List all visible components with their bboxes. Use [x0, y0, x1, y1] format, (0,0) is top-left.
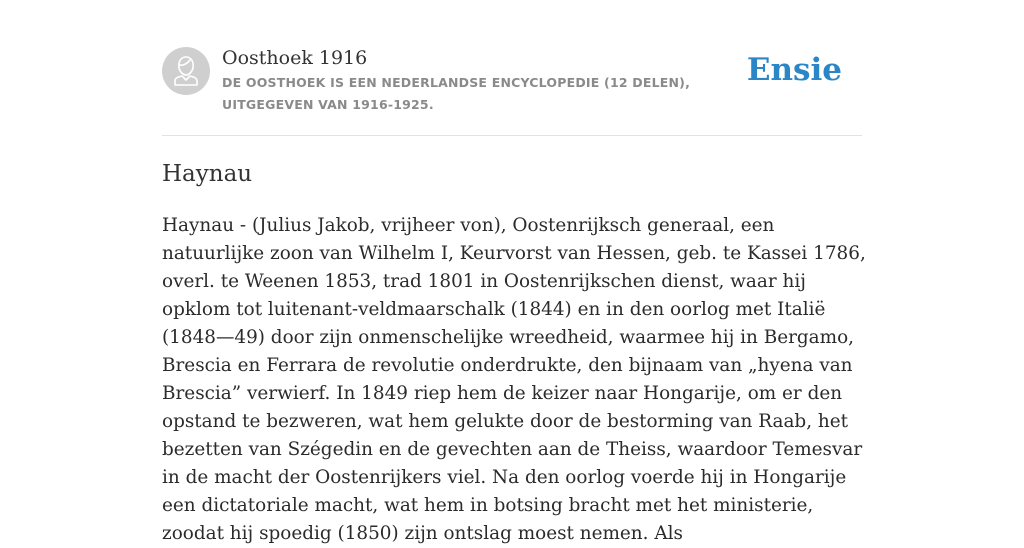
entry-title: Haynau	[162, 161, 253, 187]
ensie-logo[interactable]: Ensie	[746, 52, 842, 88]
source-description: DE OOSTHOEK IS EEN NEDERLANDSE ENCYCLOPEDIE (12 DELEN), UITGEGEVEN VAN 1916-1925.	[222, 75, 691, 112]
source-header	[162, 46, 862, 116]
user-avatar-icon[interactable]	[162, 47, 210, 95]
source-title[interactable]: Oosthoek 1916	[222, 47, 368, 69]
entry-body: Haynau - (Julius Jakob, vrijheer von), Oostenrijksch generaal, een natuurlijke zoon van Wilhelm I, Keurvorst van Hessen, geb. te Kassei 1786, overl. te Weenen 1853, trad 1801 in Oostenrijkschen dienst, waar hij opklom tot luitenant-veldmaarschalk (1844) en in den oorlog met Italië (1848—49) door zijn onmenschelijke wreedheid, waarmee hij in Bergamo, Brescia en Ferrara de revolutie onderdrukte, den bijnaam van „hyena van Brescia” verwierf. In 1849 riep hem de keizer naar Hongarije, om er den opstand te bezweren, wat hem gelukte door de bestorming van Raab, het bezetten van Szégedin en de gevechten aan de Theiss, waardoor Temesvar in de macht der Oostenrijkers viel. Na den oorlog voerde hij in Hongarije een dictatoriale macht, wat hem in botsing bracht met het ministerie, zoodat hij spoedig (1850) zijn ontslag moest nemen. Als	[162, 215, 866, 544]
header-divider	[162, 135, 862, 136]
